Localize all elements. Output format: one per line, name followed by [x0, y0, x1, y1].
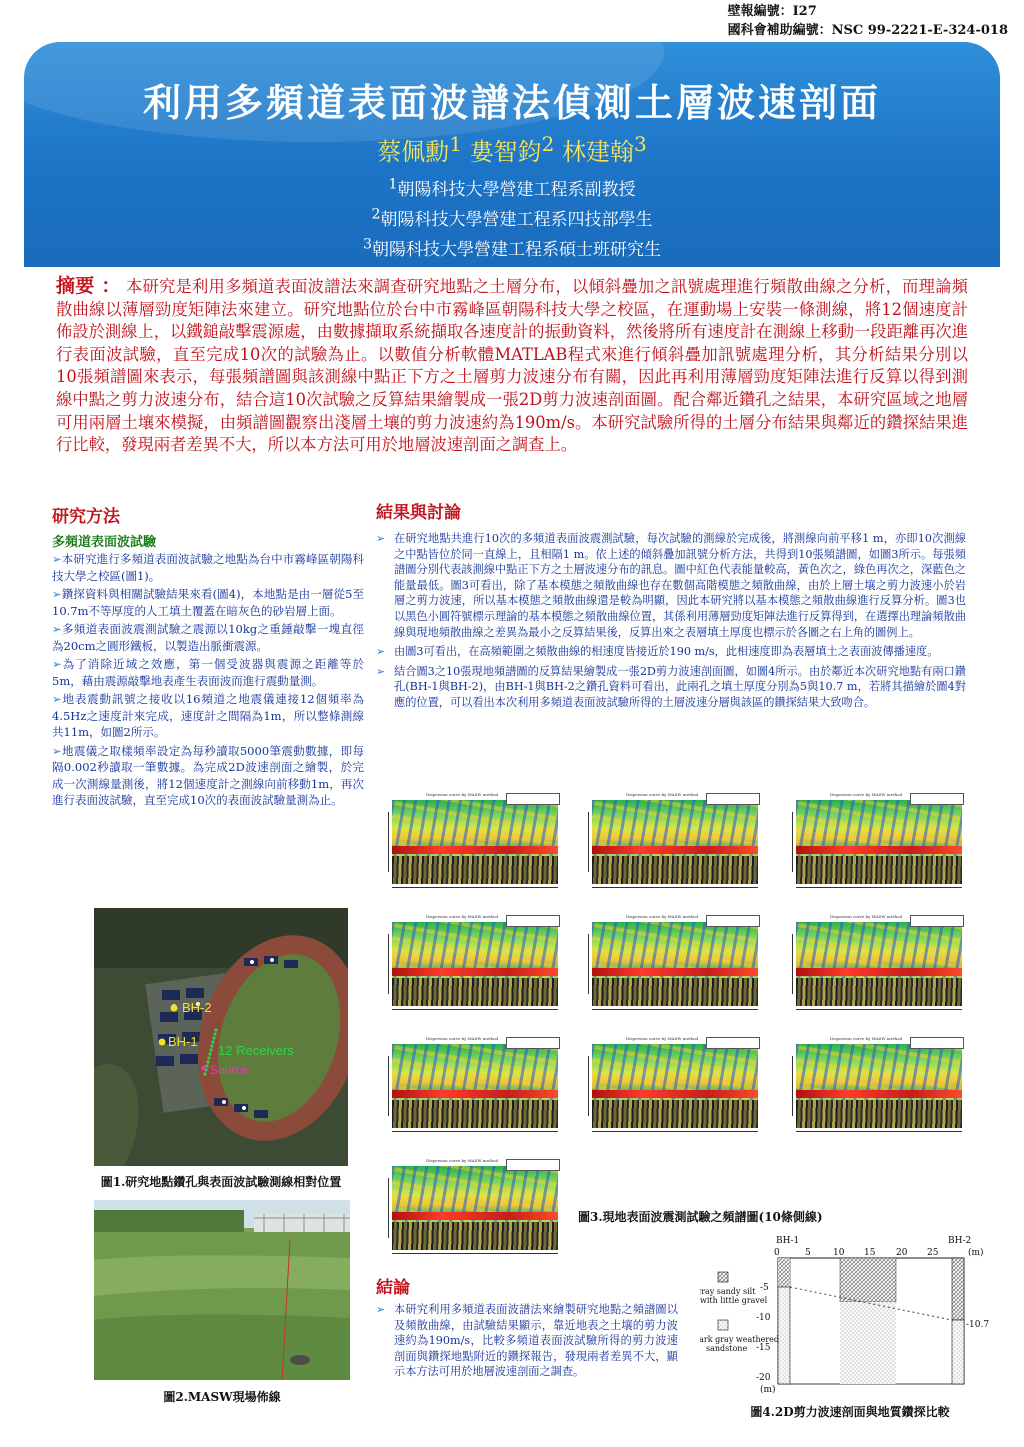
y-tick: -10: [756, 1313, 771, 1323]
spectrum-legend: [910, 793, 964, 805]
spectrum-legend: [706, 1037, 760, 1049]
x-tick: 10: [833, 1248, 845, 1258]
legend-swatch-sandstone: [718, 1320, 728, 1330]
author-name: 婁智鈞: [469, 138, 542, 166]
aerial-map-image: [94, 908, 348, 1166]
bullet-arrow-icon: ➢: [376, 664, 386, 678]
spectrum-panel: Dispersion curve by MASW method: [780, 792, 966, 892]
affiliation: [24, 175, 1000, 200]
y-tick: -20: [756, 1373, 771, 1383]
spectrum-panel: Dispersion curve by MASW method: [376, 792, 562, 892]
author-sup: 2: [541, 132, 555, 156]
affiliation-text: 朝陽科技大學營建工程系四技部學生: [380, 210, 653, 230]
affiliation-sup: 3: [362, 236, 372, 253]
conclusion-bullet: ➢ 本研究利用多頻道表面波譜法來繪製研究地點之頻譜圖以及頻散曲線，由試驗結果顯示，靠近地表之土壤的剪力波速約為190m/s，比較多頻道表面波試驗所得的剪力波速剖面與鑽探地點附近的鑽探報告，發現兩者差異不大，顯示本方法可用於地層波速剖面之調查。: [376, 1303, 678, 1379]
x-tick: 5: [805, 1248, 811, 1258]
methods-bullet: ➢本研究進行多頻道表面波試驗之地點為台中市霧峰區朝陽科技大學之校區(圖1)。: [52, 552, 364, 583]
methods-bullet: ➢鑽探資料與相關試驗結果來看(圖4)，本地點是由一層從5至10.7m不等厚度的人工填土覆蓋在暗灰色的砂岩層上面。: [52, 587, 364, 618]
y-tick: -15: [756, 1343, 771, 1353]
bullet-arrow-icon: ➢: [52, 587, 62, 601]
affiliation-text: 朝陽科技大學營建工程系碩士班研究生: [372, 240, 661, 260]
bullet-arrow-icon: ➢: [376, 645, 386, 659]
legend-silt-line1: gray sandy silt: [700, 1287, 756, 1296]
spectrum-panel: Dispersion curve by MASW method: [376, 1158, 562, 1258]
author-sup: 1: [449, 132, 462, 156]
bullet-arrow-icon: ➢: [376, 1303, 386, 1316]
field-photo: [94, 1200, 350, 1380]
spectrum-column-2: [780, 792, 966, 892]
results-heading: 結果與討論: [376, 503, 461, 523]
bullet-arrow-icon: ➢: [376, 532, 386, 545]
bullet-arrow-icon: ➢: [52, 657, 62, 671]
conclusion-bullets: [372, 1302, 678, 1384]
legend-sandstone-line1: dark gray weathered: [700, 1335, 780, 1344]
spectrum-legend: [506, 1159, 560, 1171]
results-bullet: ➢ 結合圖3之10張現地頻譜圖的反算結果繪製成一張2D剪力波速剖面圖，如圖4所示。由於鄰近本次研究地點有兩口鑽孔(BH-1與BH-2)，由BH-1與BH-2之鑽孔資料可看出，此兩孔之填土厚度分別為5與10.7 m，若將其描繪於圖4對應的位置，可以看出本次利用多頻道表面波試驗所得的土層波速分層與該區的鑽探結果大致吻合。: [376, 664, 966, 709]
x-tick: 25: [927, 1248, 939, 1258]
author-name: 蔡佩勳: [377, 138, 450, 166]
poster-title: 利用多頻道表面波譜法偵測土層波速剖面: [142, 80, 881, 125]
spectrum-legend: [506, 1037, 560, 1049]
source-label: Source: [210, 1063, 249, 1077]
x-tick: 15: [864, 1248, 876, 1258]
bh1-label: BH-1: [168, 1034, 198, 1049]
spectrum-column-2: [780, 1036, 966, 1136]
bullet-arrow-icon: ➢: [52, 743, 62, 758]
author-sup: 3: [634, 132, 647, 156]
results-bullet: ➢ 由圖3可看出，在高頻範圍之頻散曲線的相速度皆接近於190 m/s，此相速度即為表層填土之表面波傳播速度。: [376, 645, 939, 659]
affiliation-sup: 1: [388, 176, 398, 193]
abstract-label: 摘要 ：: [56, 275, 121, 297]
author-name: 林建翰: [562, 138, 634, 166]
figure-4-caption: 圖4.2D剪力波速剖面與地質鑽探比較: [750, 1405, 950, 1419]
affiliation: [24, 205, 1000, 230]
bullet-arrow-icon: ➢: [52, 552, 62, 566]
spectrum-legend: [506, 793, 560, 805]
y-unit: (m): [760, 1385, 776, 1395]
spectrum-legend: [706, 915, 760, 927]
legend-swatch-silt: [718, 1272, 728, 1282]
methods-bullet: ➢地表震動訊號之接收以16頻道之地震儀連接12個頻率為4.5Hz之速度計來完成，速度計之間隔為1m，所以整條測線共11m，如圖2所示。: [52, 692, 364, 739]
x-tick: 20: [896, 1248, 908, 1258]
bullet-arrow-icon: ➢: [52, 692, 62, 706]
methods-bullet: ➢多頻道表面波震測試驗之震源以10kg之重錘敲擊一塊直徑為20cm之圓形鐵板，以製造出脈衝震源。: [52, 622, 364, 653]
spectrum-legend: [910, 915, 964, 927]
legend-sandstone-line2: sandstone: [706, 1344, 748, 1353]
spectrum-panel: Dispersion curve by MASW method: [576, 914, 762, 1014]
figure-1-caption: 圖1.研究地點鑽孔與表面波試驗測線相對位置: [100, 1175, 342, 1189]
spectrum-panel: Dispersion curve by MASW method: [376, 914, 562, 1014]
affiliation-sup: 2: [371, 206, 381, 223]
results-bullet: ➢ 在研究地點共進行10次的多頻道表面波震測試驗，每次試驗的測線於完成後，將測線向前平移1 m，亦即10次測線之中點皆位於同一直線上，且相隔1 m。依上述的傾斜疊加訊號分析方法，共得到10張頻譜圖，如圖3所示。每張頻譜圖分別代表該測線中點正下方之土層波速分布的訊息。圖中紅色代表能量較高，黃色次之，綠色再次之，深藍色之能量最低。圖3可看出，除了基本模態之頻散曲線也存在數個高階模態之頻散曲線，由於上層土壤之剪力波速小於岩層之剪力波速，所以基本模態之頻散曲線還是較為明顯，因此本研究將以基本模態之頻散曲線進行反算分析。圖3也以黑色小圓符號標示理論的基本模態之頻散曲線位置，其係利用薄層勁度矩陣法進行反算得到，在選擇出理論頻散曲線與現地頻散曲線之差異為最小之反算結果後，反算出來之表層填土厚度也標示於各圖之右上角的圖例上。: [376, 532, 966, 639]
figure-3-caption: 圖3.現地表面波震測試驗之頻譜圖(10條側線): [578, 1210, 823, 1224]
poster-number: 壁報編號：I27: [727, 4, 817, 19]
bh2-label: BH-2: [182, 1000, 212, 1015]
y-tick: -5: [760, 1283, 769, 1293]
legend-silt-line2: with little gravel: [700, 1296, 768, 1305]
spectrum-panel: Dispersion curve by MASW method: [576, 1036, 762, 1136]
x-unit: (m): [968, 1248, 984, 1258]
affiliation: [24, 235, 1000, 260]
borehole-comparison-chart: [700, 1232, 1000, 1400]
field-photo-image: [94, 1200, 350, 1380]
poster-header: [24, 42, 1000, 267]
spectrum-grid: [376, 792, 766, 1210]
methods-heading: 研究方法: [52, 507, 120, 527]
methods-bullets: [52, 551, 364, 811]
bh2-depth-label: -10.7: [966, 1320, 990, 1330]
grant-number: 國科會補助編號：NSC 99-2221-E-324-018: [727, 23, 1008, 38]
spectrum-legend: [506, 915, 560, 927]
spectrum-panel: Dispersion curve by MASW method: [780, 1036, 966, 1136]
methods-subheading: 多頻道表面波試驗: [52, 535, 157, 550]
spectrum-column-2: [780, 914, 966, 1014]
site-aerial-map: [94, 908, 348, 1166]
bh1-header: BH-1: [776, 1236, 800, 1246]
bh2-header: BH-2: [948, 1236, 972, 1246]
abstract-text: 本研究是利用多頻道表面波譜法來調查研究地點之土層分布，以傾斜疊加之訊號處理進行頻散曲線之分析，而理論頻散曲線以薄層勁度矩陣法來建立。研究地點位於台中市霧峰區朝陽科技大學之校區，在運動場上安裝一條測線，將12個速度計佈設於測線上，以鐵鎚敲擊震源處，由數據擷取系統擷取各速度計的振動資料，然後將所有速度計在測線上移動一段距離再次進行表面波試驗，直至完成10次的試驗為止。以數值分析軟體MATLAB程式來進行傾斜疊加訊號處理分析，其分析結果分別以10張頻譜圖來表示，每張頻譜圖與該測線中點正下方之土層剪力波速分布有關，因此再利用薄層勁度矩陣法進行反算以得到測線中點之剪力波速分布，結合這10次試驗之反算結果繪製成一張2D剪力波速剖面圖。配合鄰近鑽孔之結果，本研究區域之地層可用兩層土壤來模擬，由頻譜圖觀察出淺層土壤的剪力波速約為190m/s。本研究試驗所得的土層分布結果與鄰近的鑽探結果進行比較，發現兩者差異不大，所以本方法可用於地層波速剖面之調查上。: [56, 277, 968, 455]
spectrum-panel: Dispersion curve by MASW method: [576, 792, 762, 892]
spectrum-legend: [706, 793, 760, 805]
author-list: [24, 132, 1000, 167]
conclusion-heading: 結論: [376, 1278, 410, 1298]
spectrum-panel: Dispersion curve by MASW method: [780, 914, 966, 1014]
results-bullets: [372, 531, 966, 715]
affiliation-text: 朝陽科技大學營建工程系副教授: [397, 180, 636, 200]
x-tick: 0: [774, 1248, 780, 1258]
spectrum-legend: [910, 1037, 964, 1049]
bullet-arrow-icon: ➢: [52, 622, 62, 636]
poster-meta: [728, 2, 1008, 40]
methods-bullet: ➢為了消除近域之效應，第一個受波器與震源之距離等於5m，藉由震源敲擊地表產生表面波而進行震動量測。: [52, 657, 364, 688]
methods-bullet: ➢地震儀之取樣頻率設定為每秒讀取5000筆震動數據，即每隔0.002秒讀取一筆數據。為完成2D波速剖面之繪製，於完成一次測線量測後，將12個速度計之測線向前移動1m，再次進行表面波試驗，直至完成10次的表面波試驗量測為止。: [52, 743, 364, 807]
abstract: [56, 275, 968, 457]
receivers-label: 12 Receivers: [218, 1043, 294, 1058]
spectrum-panel: Dispersion curve by MASW method: [376, 1036, 562, 1136]
figure-2-caption: 圖2.MASW現場佈線: [163, 1390, 281, 1404]
borehole-chart-svg: [700, 1232, 1000, 1400]
